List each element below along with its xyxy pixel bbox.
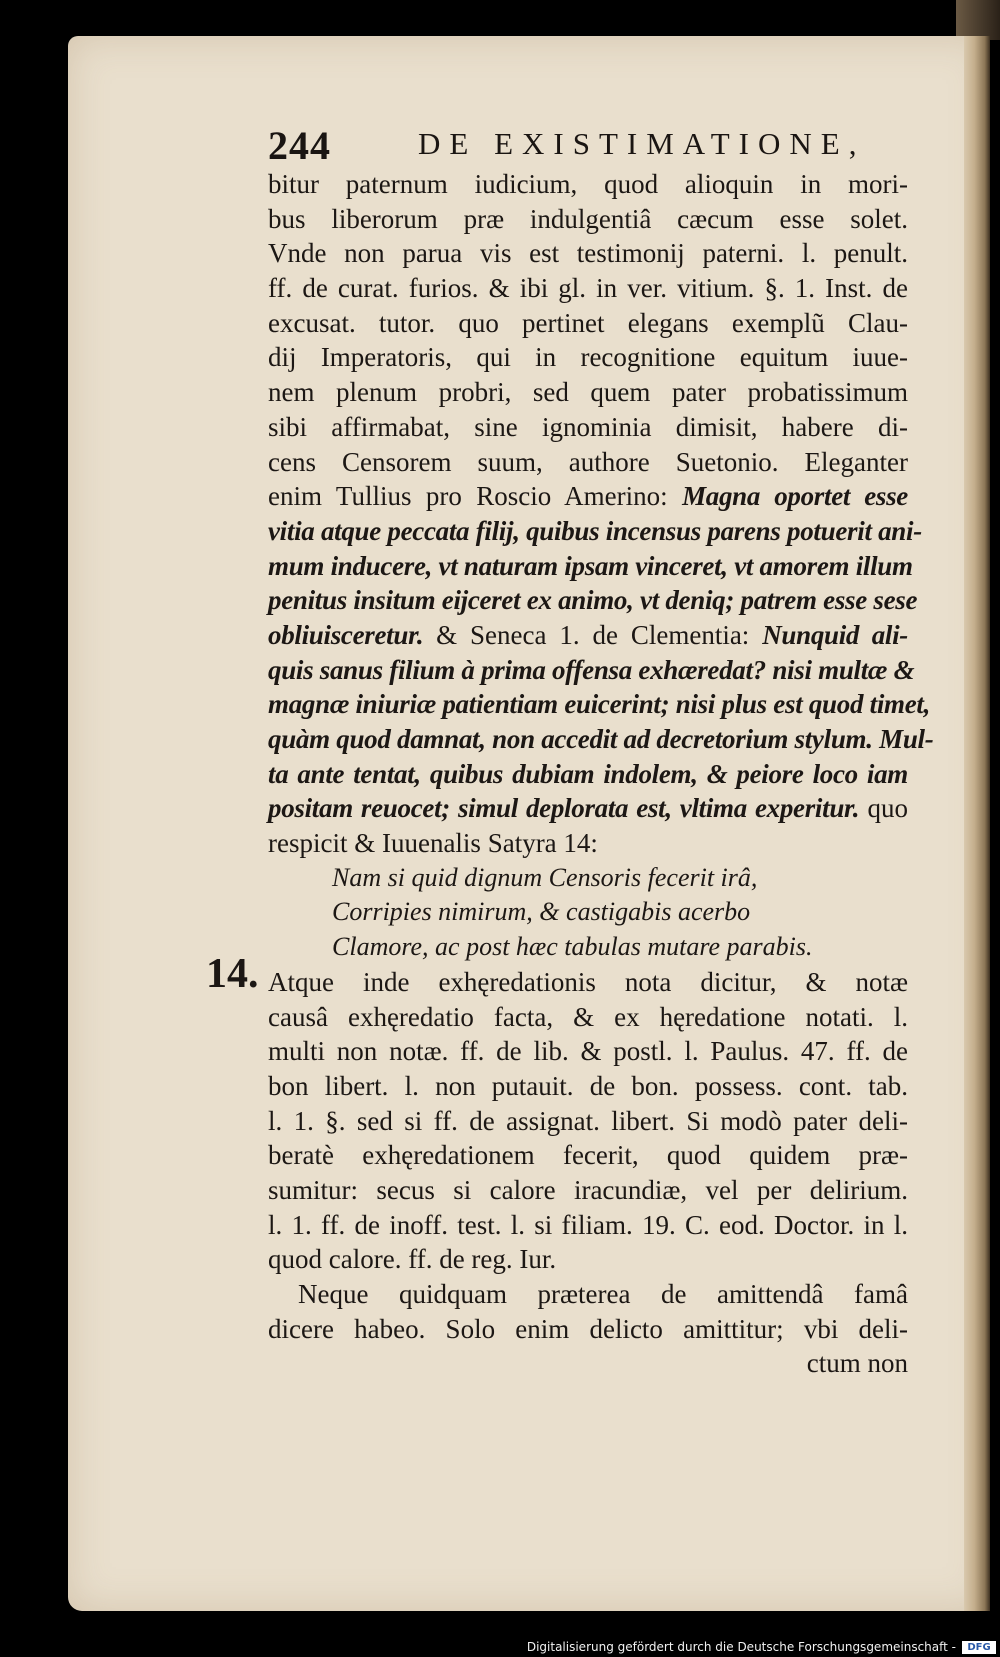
text-line: bitur paternum iudicium, quod alioquin in mori- <box>268 169 908 199</box>
text-line: Vnde non parua vis est testimonij paterni. l. penult. <box>268 238 908 269</box>
text-line: dicere habeo. Solo enim delicto amittitur; vbi deli- <box>268 1313 908 1344</box>
text-line: Atque inde exhęredationis nota dicitur, & notæ <box>268 966 908 997</box>
catchword: ctum non <box>806 1348 908 1379</box>
text-line: nem plenum probri, sed quem pater probatissimum <box>268 377 908 408</box>
text-run: & Seneca 1. de Clementia: <box>436 619 750 650</box>
text-line: sumitur: secus si calore iracundiæ, vel per delirium. <box>268 1174 908 1205</box>
text-line: causâ exhęredatio facta, & ex hęredatione notati. l. <box>268 1001 908 1032</box>
text-line: respicit & Iuuenalis Satyra 14: <box>268 828 598 859</box>
quotation-line: magnæ iniuriæ patientiam euicerint; nisi plus est quod timet, <box>268 689 931 720</box>
text-line: Neque quidquam præterea de amittendâ famâ <box>298 1279 908 1309</box>
dfg-logo: DFG <box>962 1641 996 1654</box>
quotation-line: quis sanus filium à prima offensa exhæredat? nisi multæ & <box>268 654 915 685</box>
text-line <box>268 618 908 653</box>
text-line: quod calore. ff. de reg. Iur. <box>268 1244 557 1275</box>
text-line: dij Imperatoris, qui in recognitione equitum iuue- <box>268 342 908 373</box>
page-edge <box>964 36 990 1611</box>
text-line: sibi affirmabat, sine ignominia dimisit, habere di- <box>268 411 908 442</box>
text-line: ff. de curat. furios. & ibi gl. in ver. vitium. §. 1. Inst. de <box>268 273 908 304</box>
verse-line: Nam si quid dignum Censoris fecerit irâ, <box>332 862 758 892</box>
quotation-line: mum inducere, vt naturam ipsam vinceret, vt amorem illum <box>268 550 913 581</box>
running-title: DE EXISTIMATIONE, <box>418 126 866 161</box>
text-line: bus liberorum præ indulgentiâ cæcum esse solet. <box>268 203 908 234</box>
text-run: enim Tullius pro Roscio Amerino: <box>268 481 668 512</box>
text-line <box>268 479 908 514</box>
quotation-run: obliuisceretur. <box>268 619 424 650</box>
text-line: beratè exhęredationem fecerit, quod quidem præ- <box>268 1140 908 1171</box>
text-line: bon libert. l. non putauit. de bon. possess. cont. tab. <box>268 1070 908 1101</box>
text-line <box>268 791 908 826</box>
verse-line: Clamore, ac post hæc tabulas mutare parabis. <box>332 932 813 962</box>
running-head <box>268 122 888 170</box>
quotation-line: vitia atque peccata filij, quibus incensus parens potuerit ani- <box>268 515 922 546</box>
funding-credit: Digitalisierung gefördert durch die Deutsche Forschungsgemeinschaft - <box>526 1640 956 1654</box>
book-spine <box>956 0 1000 40</box>
page-number: 244 <box>268 123 331 168</box>
quotation-run: positam reuocet; simul deplorata est, vltima experitur. <box>268 793 860 824</box>
text-line: l. 1. ff. de inoff. test. l. si filiam. 19. C. eod. Doctor. in l. <box>268 1209 908 1240</box>
quotation-run: Magna oportet esse <box>682 481 908 512</box>
text-run: quo <box>867 793 909 824</box>
text-line: l. 1. §. sed si ff. de assignat. libert. Si modò pater deli- <box>268 1105 908 1136</box>
verse-line: Corripies nimirum, & castigabis acerbo <box>332 897 751 927</box>
quotation-line: quàm quod damnat, non accedit ad decretorium stylum. Mul- <box>268 724 934 754</box>
quotation-run: Nunquid ali- <box>762 619 909 650</box>
text-line: multi non notæ. ff. de lib. & postl. l. Paulus. 47. ff. de <box>268 1036 908 1067</box>
text-line: excusat. tutor. quo pertinet elegans exemplũ Clau- <box>268 307 908 338</box>
text-line: cens Censorem suum, authore Suetonio. Eleganter <box>268 446 908 477</box>
body-text <box>268 167 934 1381</box>
footer-bar <box>0 1639 1000 1657</box>
marginal-number: 14. <box>206 951 259 997</box>
quotation-line: ta ante tentat, quibus dubiam indolem, & peiore loco iam <box>268 758 908 789</box>
quotation-line: penitus insitum eijceret ex animo, vt deniq; patrem esse sese <box>268 585 918 616</box>
